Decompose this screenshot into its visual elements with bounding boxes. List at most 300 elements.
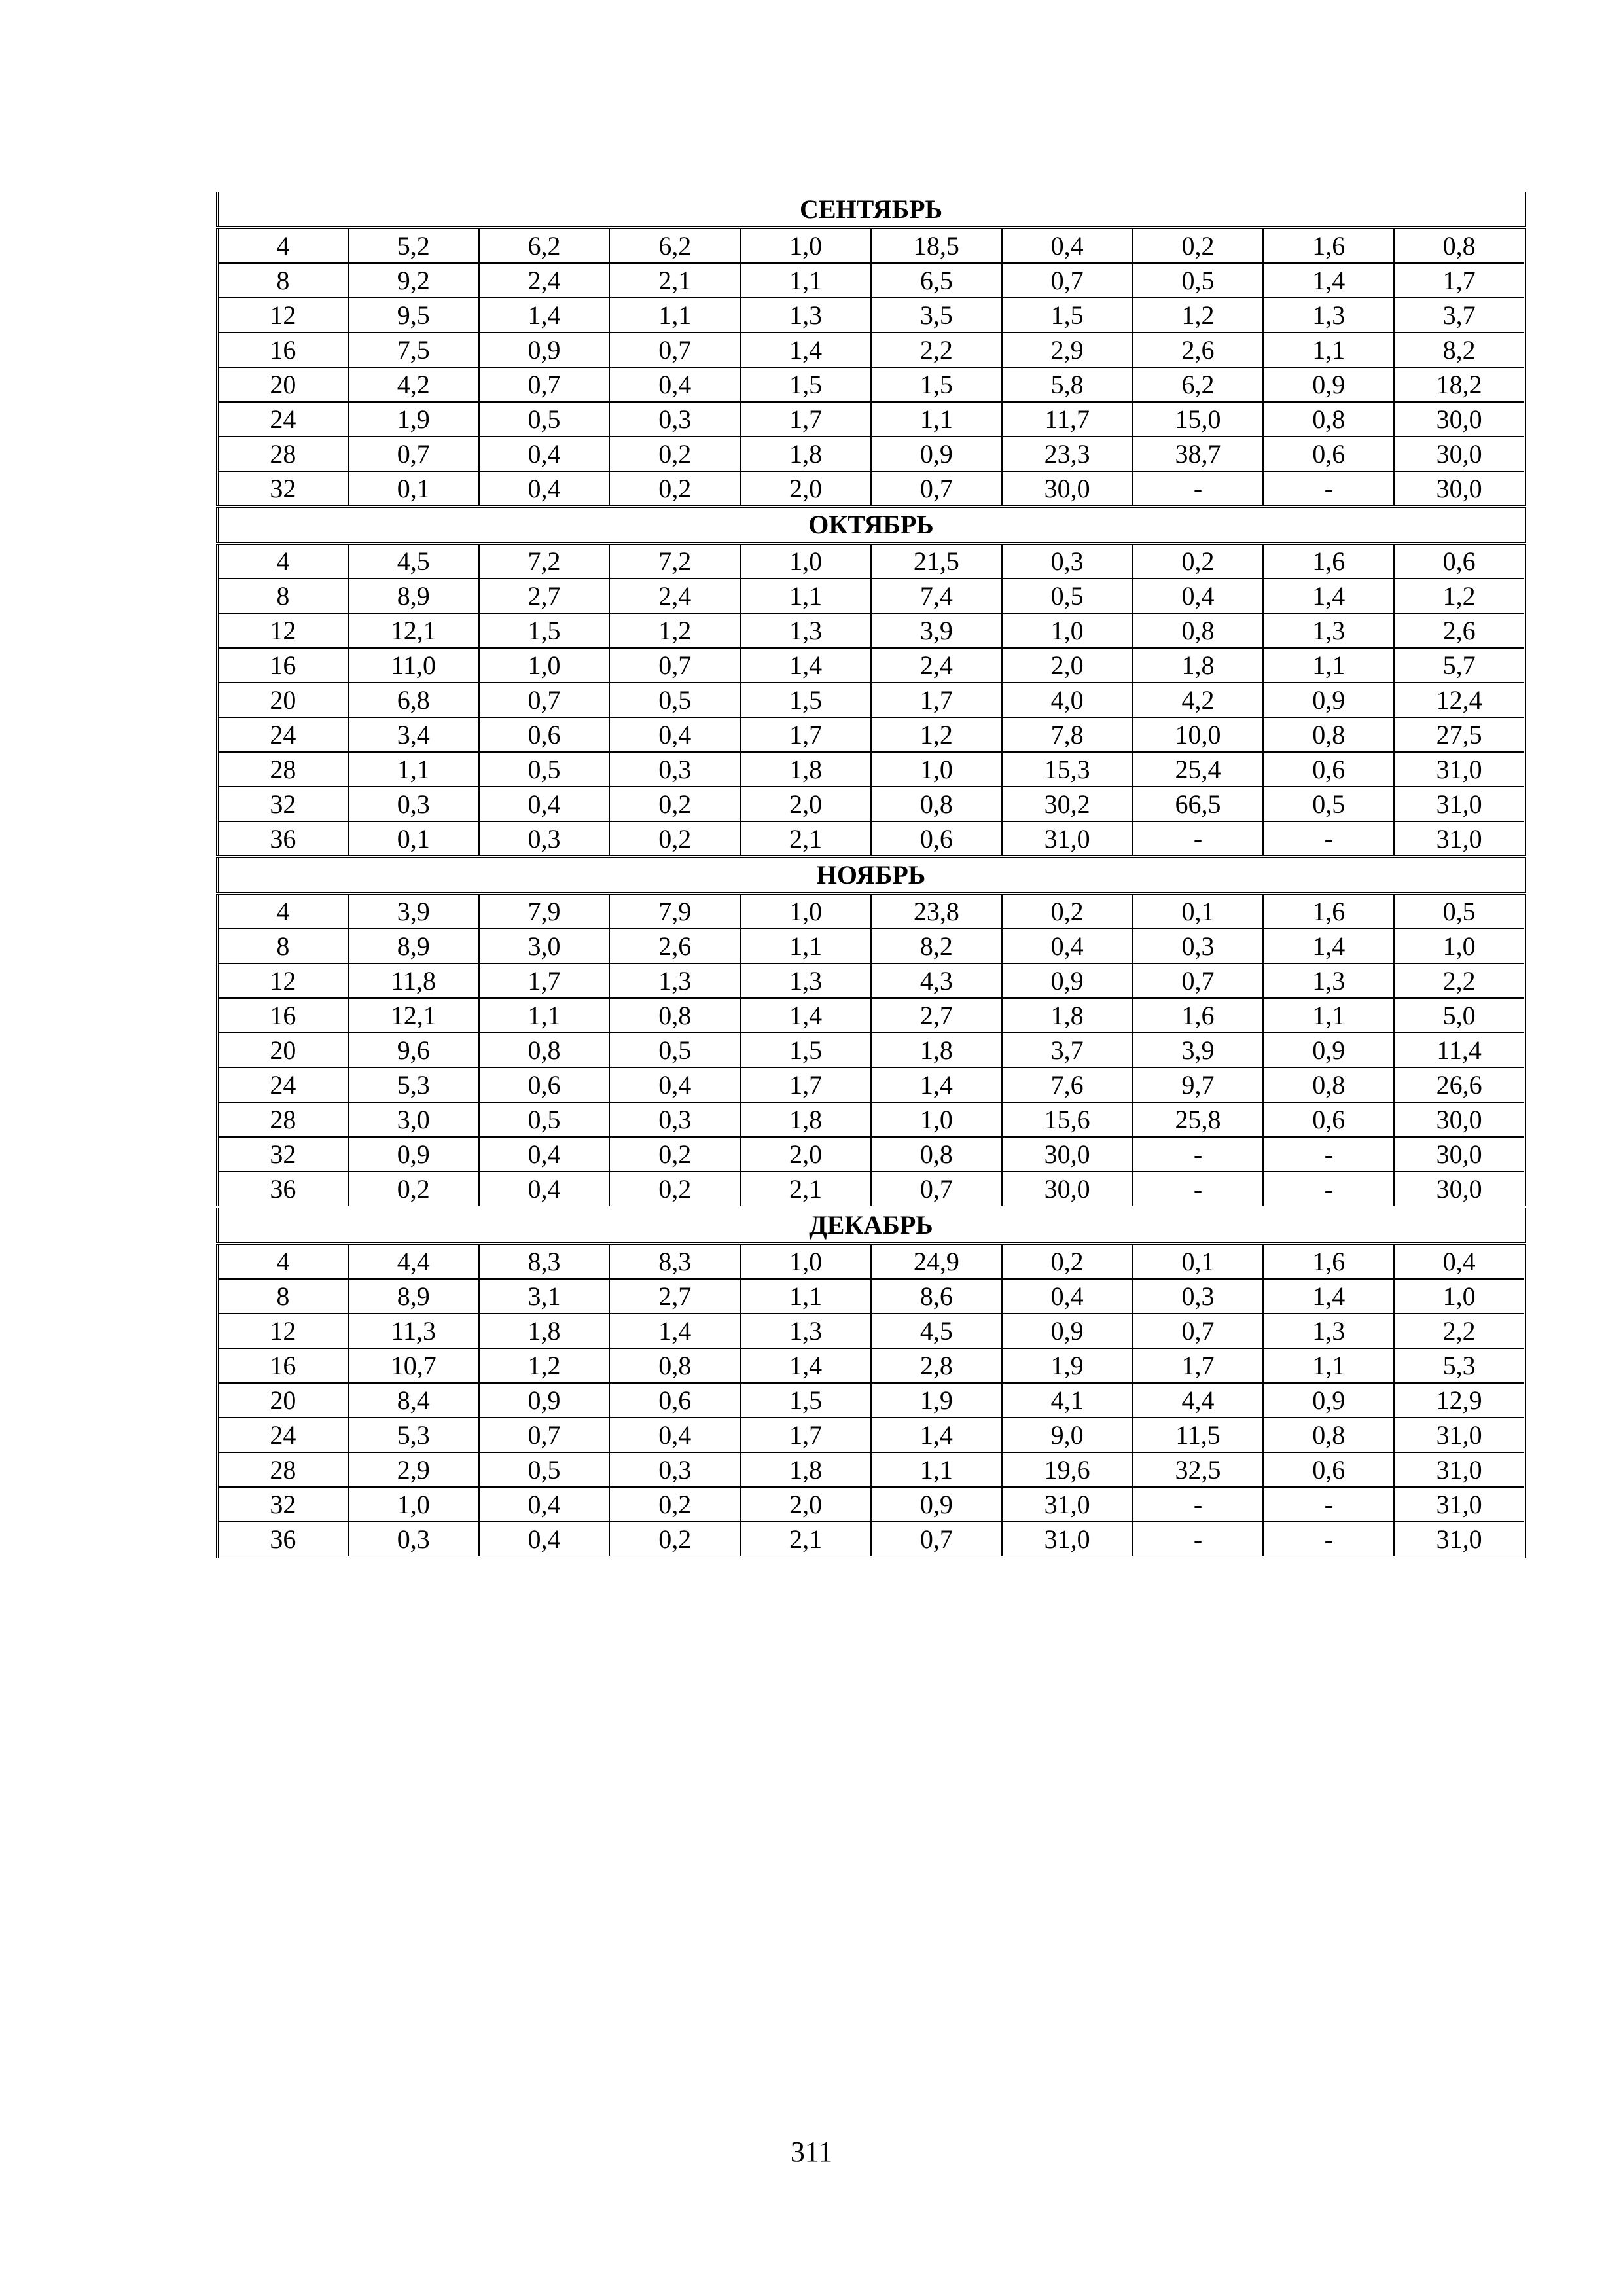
table-cell: 8 [217, 579, 348, 613]
table-cell: 12,1 [348, 613, 479, 648]
table-cell: 2,9 [348, 1452, 479, 1487]
table-cell: 0,7 [1133, 963, 1264, 998]
table-cell: 1,3 [1263, 298, 1394, 332]
table-cell: 1,8 [740, 437, 871, 471]
table-cell: 15,0 [1133, 402, 1264, 437]
table-cell: 24 [217, 717, 348, 752]
section-title: ДЕКАБРЬ [217, 1207, 1525, 1244]
table-cell: 0,4 [479, 1137, 610, 1172]
table-cell: 0,3 [1002, 543, 1133, 579]
table-cell: 7,9 [479, 893, 610, 929]
table-cell: 3,7 [1002, 1033, 1133, 1067]
table-cell: 0,2 [609, 1522, 740, 1557]
table-cell: 0,3 [1133, 1279, 1264, 1314]
table-cell: 8,6 [871, 1279, 1002, 1314]
table-cell: 0,5 [1133, 263, 1264, 298]
table-cell: - [1133, 471, 1264, 507]
table-cell: 1,6 [1263, 1244, 1394, 1279]
table-cell: 11,3 [348, 1314, 479, 1348]
table-row [217, 471, 1525, 507]
table-cell: 24,9 [871, 1244, 1002, 1279]
table-cell: 1,1 [1263, 332, 1394, 367]
table-cell: 1,4 [609, 1314, 740, 1348]
table-cell: 0,6 [479, 717, 610, 752]
table-cell: 12,4 [1394, 683, 1525, 717]
table-cell: 1,5 [740, 683, 871, 717]
table-cell: 32 [217, 787, 348, 821]
table-cell: 0,3 [348, 1522, 479, 1557]
data-table [216, 190, 1526, 1558]
table-cell: 1,1 [1263, 998, 1394, 1033]
table-cell: 7,9 [609, 893, 740, 929]
table-row [217, 543, 1525, 579]
table-cell: 1,7 [1394, 263, 1525, 298]
table-cell: 0,8 [1394, 228, 1525, 263]
table-cell: 1,0 [740, 228, 871, 263]
table-cell: 1,0 [740, 893, 871, 929]
table-cell: 1,4 [1263, 579, 1394, 613]
table-cell: 0,8 [1263, 1418, 1394, 1452]
table-cell: 16 [217, 648, 348, 683]
table-cell: 0,4 [479, 437, 610, 471]
table-cell: 1,1 [348, 752, 479, 787]
table-cell: 10,7 [348, 1348, 479, 1383]
table-cell: 0,6 [479, 1067, 610, 1102]
table-cell: - [1133, 1522, 1264, 1557]
table-cell: 32 [217, 1137, 348, 1172]
table-cell: 0,2 [1002, 1244, 1133, 1279]
table-cell: 3,9 [1133, 1033, 1264, 1067]
table-row [217, 752, 1525, 787]
table-cell: 20 [217, 367, 348, 402]
table-cell: 1,4 [1263, 929, 1394, 963]
table-cell: 0,4 [609, 717, 740, 752]
table-cell: 2,9 [1002, 332, 1133, 367]
table-cell: 11,0 [348, 648, 479, 683]
table-cell: 0,2 [1133, 543, 1264, 579]
table-cell: 0,8 [1263, 1067, 1394, 1102]
table-cell: 16 [217, 332, 348, 367]
table-cell: 8,9 [348, 1279, 479, 1314]
table-cell: 1,8 [740, 752, 871, 787]
table-cell: 0,9 [1002, 963, 1133, 998]
table-cell: 2,0 [740, 787, 871, 821]
table-cell: 5,7 [1394, 648, 1525, 683]
table-cell: 1,1 [740, 579, 871, 613]
table-cell: 30,0 [1394, 1172, 1525, 1207]
table-cell: 1,7 [740, 1067, 871, 1102]
table-cell: 5,3 [348, 1067, 479, 1102]
table-cell: 1,3 [1263, 1314, 1394, 1348]
section-header-row [217, 191, 1525, 228]
table-row [217, 648, 1525, 683]
table-cell: 6,5 [871, 263, 1002, 298]
table-cell: 4,4 [1133, 1383, 1264, 1418]
table-cell: 3,7 [1394, 298, 1525, 332]
table-cell: 2,2 [1394, 1314, 1525, 1348]
table-cell: 0,9 [1263, 1383, 1394, 1418]
table-cell: 0,7 [348, 437, 479, 471]
table-cell: 1,2 [479, 1348, 610, 1383]
table-cell: 1,8 [479, 1314, 610, 1348]
table-cell: 12 [217, 963, 348, 998]
table-cell: 6,8 [348, 683, 479, 717]
table-cell: 8,2 [1394, 332, 1525, 367]
table-cell: 1,7 [1133, 1348, 1264, 1383]
table-cell: 0,2 [609, 787, 740, 821]
table-cell: 0,5 [479, 1102, 610, 1137]
table-cell: 31,0 [1394, 1418, 1525, 1452]
table-cell: 2,0 [740, 1487, 871, 1522]
table-cell: 31,0 [1394, 821, 1525, 857]
table-cell: 1,7 [871, 683, 1002, 717]
table-row [217, 437, 1525, 471]
table-cell: 1,1 [609, 298, 740, 332]
table-cell: 0,2 [609, 1137, 740, 1172]
table-cell: 26,6 [1394, 1067, 1525, 1102]
table-cell: 1,3 [609, 963, 740, 998]
table-cell: 31,0 [1394, 752, 1525, 787]
table-cell: 1,4 [740, 998, 871, 1033]
table-cell: - [1133, 1487, 1264, 1522]
table-cell: 12,1 [348, 998, 479, 1033]
table-cell: 21,5 [871, 543, 1002, 579]
table-cell: 9,6 [348, 1033, 479, 1067]
table-cell: 0,3 [609, 1452, 740, 1487]
table-cell: 5,2 [348, 228, 479, 263]
table-body [217, 191, 1525, 1557]
table-cell: 24 [217, 402, 348, 437]
table-cell: 1,2 [1394, 579, 1525, 613]
table-cell: 12 [217, 298, 348, 332]
table-cell: 8 [217, 1279, 348, 1314]
table-cell: - [1133, 1172, 1264, 1207]
table-cell: 2,6 [1133, 332, 1264, 367]
table-cell: 23,3 [1002, 437, 1133, 471]
table-cell: 0,5 [479, 1452, 610, 1487]
table-cell: 1,1 [479, 998, 610, 1033]
table-cell: - [1133, 821, 1264, 857]
table-row [217, 1137, 1525, 1172]
table-cell: 0,2 [348, 1172, 479, 1207]
table-row [217, 683, 1525, 717]
section-title: ОКТЯБРЬ [217, 507, 1525, 543]
table-cell: 5,0 [1394, 998, 1525, 1033]
table-cell: 1,0 [740, 543, 871, 579]
table-cell: 1,5 [740, 1033, 871, 1067]
table-cell: 4 [217, 543, 348, 579]
table-cell: 0,3 [609, 752, 740, 787]
table-cell: 0,3 [609, 1102, 740, 1137]
table-cell: 2,7 [479, 579, 610, 613]
table-cell: 19,6 [1002, 1452, 1133, 1487]
table-cell: 1,7 [740, 402, 871, 437]
table-cell: 12 [217, 613, 348, 648]
table-cell: 1,0 [740, 1244, 871, 1279]
table-cell: 11,5 [1133, 1418, 1264, 1452]
table-cell: 4 [217, 893, 348, 929]
table-cell: 1,1 [871, 402, 1002, 437]
table-cell: 1,2 [609, 613, 740, 648]
table-cell: 0,9 [871, 1487, 1002, 1522]
table-cell: - [1263, 1172, 1394, 1207]
table-cell: 0,1 [1133, 1244, 1264, 1279]
table-cell: 5,3 [348, 1418, 479, 1452]
table-cell: 1,5 [871, 367, 1002, 402]
table-cell: 0,7 [479, 1418, 610, 1452]
table-cell: 11,8 [348, 963, 479, 998]
table-cell: 6,2 [609, 228, 740, 263]
table-cell: 0,5 [1394, 893, 1525, 929]
table-cell: 24 [217, 1418, 348, 1452]
table-cell: 2,1 [740, 821, 871, 857]
table-cell: 1,4 [871, 1418, 1002, 1452]
table-cell: 9,5 [348, 298, 479, 332]
table-row [217, 787, 1525, 821]
table-cell: 31,0 [1394, 1522, 1525, 1557]
table-cell: 11,4 [1394, 1033, 1525, 1067]
table-cell: 7,4 [871, 579, 1002, 613]
table-cell: 1,8 [740, 1102, 871, 1137]
table-cell: 1,3 [740, 963, 871, 998]
table-cell: 30,0 [1002, 1172, 1133, 1207]
table-cell: 11,7 [1002, 402, 1133, 437]
section-header-row [217, 857, 1525, 893]
table-cell: 0,5 [479, 402, 610, 437]
table-cell: 20 [217, 1383, 348, 1418]
table-cell: 0,2 [1133, 228, 1264, 263]
table-cell: 1,8 [1002, 998, 1133, 1033]
section-title: СЕНТЯБРЬ [217, 191, 1525, 228]
table-cell: - [1263, 1487, 1394, 1522]
table-cell: 0,4 [609, 1418, 740, 1452]
table-cell: 3,9 [348, 893, 479, 929]
table-cell: 0,8 [609, 1348, 740, 1383]
table-row [217, 1172, 1525, 1207]
table-cell: 2,4 [609, 579, 740, 613]
table-cell: 30,0 [1002, 1137, 1133, 1172]
table-row [217, 1348, 1525, 1383]
table-cell: 1,1 [740, 263, 871, 298]
table-cell: 2,6 [1394, 613, 1525, 648]
table-cell: 8,4 [348, 1383, 479, 1418]
table-cell: 7,8 [1002, 717, 1133, 752]
table-cell: 1,1 [740, 929, 871, 963]
table-cell: 0,8 [1263, 717, 1394, 752]
table-row [217, 963, 1525, 998]
table-cell: 1,0 [871, 1102, 1002, 1137]
table-cell: 1,4 [1263, 1279, 1394, 1314]
section-title: НОЯБРЬ [217, 857, 1525, 893]
table-cell: 2,6 [609, 929, 740, 963]
table-cell: 7,5 [348, 332, 479, 367]
table-row [217, 929, 1525, 963]
table-cell: 31,0 [1002, 821, 1133, 857]
table-cell: 2,2 [871, 332, 1002, 367]
table-cell: 0,4 [1002, 929, 1133, 963]
table-cell: 4,3 [871, 963, 1002, 998]
table-cell: 10,0 [1133, 717, 1264, 752]
table-cell: 66,5 [1133, 787, 1264, 821]
table-cell: 16 [217, 1348, 348, 1383]
table-row [217, 717, 1525, 752]
table-cell: 1,3 [740, 1314, 871, 1348]
table-cell: 20 [217, 1033, 348, 1067]
table-cell: 3,0 [348, 1102, 479, 1137]
table-cell: 4,2 [348, 367, 479, 402]
table-cell: 0,1 [348, 471, 479, 507]
table-cell: 4,0 [1002, 683, 1133, 717]
table-cell: 0,8 [871, 787, 1002, 821]
table-row [217, 1418, 1525, 1452]
table-cell: 1,8 [1133, 648, 1264, 683]
table-row [217, 1314, 1525, 1348]
table-cell: 0,3 [609, 402, 740, 437]
table-cell: 0,8 [871, 1137, 1002, 1172]
table-cell: 31,0 [1394, 1452, 1525, 1487]
table-cell: 1,1 [871, 1452, 1002, 1487]
table-cell: 8,3 [609, 1244, 740, 1279]
table-cell: 8,3 [479, 1244, 610, 1279]
table-cell: 4,2 [1133, 683, 1264, 717]
table-cell: 1,4 [740, 332, 871, 367]
table-cell: 0,8 [609, 998, 740, 1033]
table-row [217, 1452, 1525, 1487]
table-cell: 1,0 [348, 1487, 479, 1522]
table-cell: 0,3 [348, 787, 479, 821]
table-cell: 30,0 [1002, 471, 1133, 507]
table-cell: 28 [217, 1452, 348, 1487]
table-row [217, 613, 1525, 648]
table-cell: 4,5 [348, 543, 479, 579]
table-cell: 1,0 [871, 752, 1002, 787]
table-cell: 2,1 [740, 1522, 871, 1557]
table-cell: 1,0 [1394, 929, 1525, 963]
table-cell: 36 [217, 821, 348, 857]
table-cell: 31,0 [1002, 1522, 1133, 1557]
table-cell: 1,7 [740, 717, 871, 752]
table-cell: 0,7 [871, 1522, 1002, 1557]
table-cell: 1,4 [740, 1348, 871, 1383]
table-cell: 0,6 [1394, 543, 1525, 579]
table-cell: 4 [217, 1244, 348, 1279]
table-cell: 0,3 [479, 821, 610, 857]
table-cell: 0,1 [348, 821, 479, 857]
table-cell: 1,2 [1133, 298, 1264, 332]
table-cell: 32,5 [1133, 1452, 1264, 1487]
table-cell: 27,5 [1394, 717, 1525, 752]
table-cell: 6,2 [479, 228, 610, 263]
table-cell: 31,0 [1002, 1487, 1133, 1522]
table-cell: 0,4 [479, 787, 610, 821]
table-cell: - [1263, 1137, 1394, 1172]
page-number: 311 [790, 2136, 833, 2168]
table-cell: 9,7 [1133, 1067, 1264, 1102]
table-cell: 7,2 [479, 543, 610, 579]
table-cell: 1,2 [871, 717, 1002, 752]
table-cell: 30,0 [1394, 1102, 1525, 1137]
table-cell: 0,9 [479, 332, 610, 367]
table-cell: 0,4 [1002, 228, 1133, 263]
table-row [217, 1383, 1525, 1418]
table-cell: 2,2 [1394, 963, 1525, 998]
table-cell: 1,6 [1263, 543, 1394, 579]
table-cell: 2,0 [740, 471, 871, 507]
table-cell: 20 [217, 683, 348, 717]
table-cell: 0,4 [1133, 579, 1264, 613]
table-row [217, 228, 1525, 263]
table-cell: 12,9 [1394, 1383, 1525, 1418]
table-row [217, 298, 1525, 332]
table-cell: 9,0 [1002, 1418, 1133, 1452]
table-cell: 0,4 [1394, 1244, 1525, 1279]
table-cell: 1,3 [740, 613, 871, 648]
table-cell: 0,4 [1002, 1279, 1133, 1314]
table-cell: 2,0 [1002, 648, 1133, 683]
table-cell: 2,1 [740, 1172, 871, 1207]
table-cell: 0,2 [609, 437, 740, 471]
table-cell: 0,9 [348, 1137, 479, 1172]
table-cell: 1,9 [871, 1383, 1002, 1418]
table-cell: 18,2 [1394, 367, 1525, 402]
table-cell: 28 [217, 1102, 348, 1137]
table-cell: 0,6 [1263, 437, 1394, 471]
table-cell: - [1133, 1137, 1264, 1172]
table-cell: 0,4 [609, 367, 740, 402]
table-cell: 0,2 [609, 1172, 740, 1207]
table-cell: 0,7 [479, 683, 610, 717]
table-cell: 5,3 [1394, 1348, 1525, 1383]
table-cell: 4,4 [348, 1244, 479, 1279]
table-row [217, 263, 1525, 298]
table-cell: 0,5 [479, 752, 610, 787]
table-cell: 0,5 [609, 1033, 740, 1067]
table-row [217, 1067, 1525, 1102]
table-cell: 0,7 [1133, 1314, 1264, 1348]
section-header-row [217, 507, 1525, 543]
section-header-row [217, 1207, 1525, 1244]
table-cell: 0,7 [1002, 263, 1133, 298]
table-cell: 0,7 [609, 648, 740, 683]
table-cell: 28 [217, 437, 348, 471]
table-cell: 0,5 [1002, 579, 1133, 613]
table-cell: 12 [217, 1314, 348, 1348]
table-cell: 15,6 [1002, 1102, 1133, 1137]
table-cell: 38,7 [1133, 437, 1264, 471]
table-row [217, 821, 1525, 857]
table-cell: 1,5 [740, 1383, 871, 1418]
table-cell: 1,4 [1263, 263, 1394, 298]
table-cell: 9,2 [348, 263, 479, 298]
table-cell: 4 [217, 228, 348, 263]
table-cell: 0,6 [1263, 1102, 1394, 1137]
table-cell: 1,0 [1002, 613, 1133, 648]
table-cell: 0,7 [609, 332, 740, 367]
table-cell: 1,1 [1263, 1348, 1394, 1383]
table-cell: 18,5 [871, 228, 1002, 263]
table-cell: 25,4 [1133, 752, 1264, 787]
table-cell: 1,4 [871, 1067, 1002, 1102]
table-cell: 0,6 [1263, 1452, 1394, 1487]
table-cell: 1,3 [1263, 613, 1394, 648]
table-cell: 8 [217, 929, 348, 963]
table-cell: 36 [217, 1522, 348, 1557]
table-cell: 0,5 [609, 683, 740, 717]
table-cell: 8,2 [871, 929, 1002, 963]
table-cell: 2,1 [609, 263, 740, 298]
table-row [217, 1244, 1525, 1279]
table-cell: 1,1 [1263, 648, 1394, 683]
